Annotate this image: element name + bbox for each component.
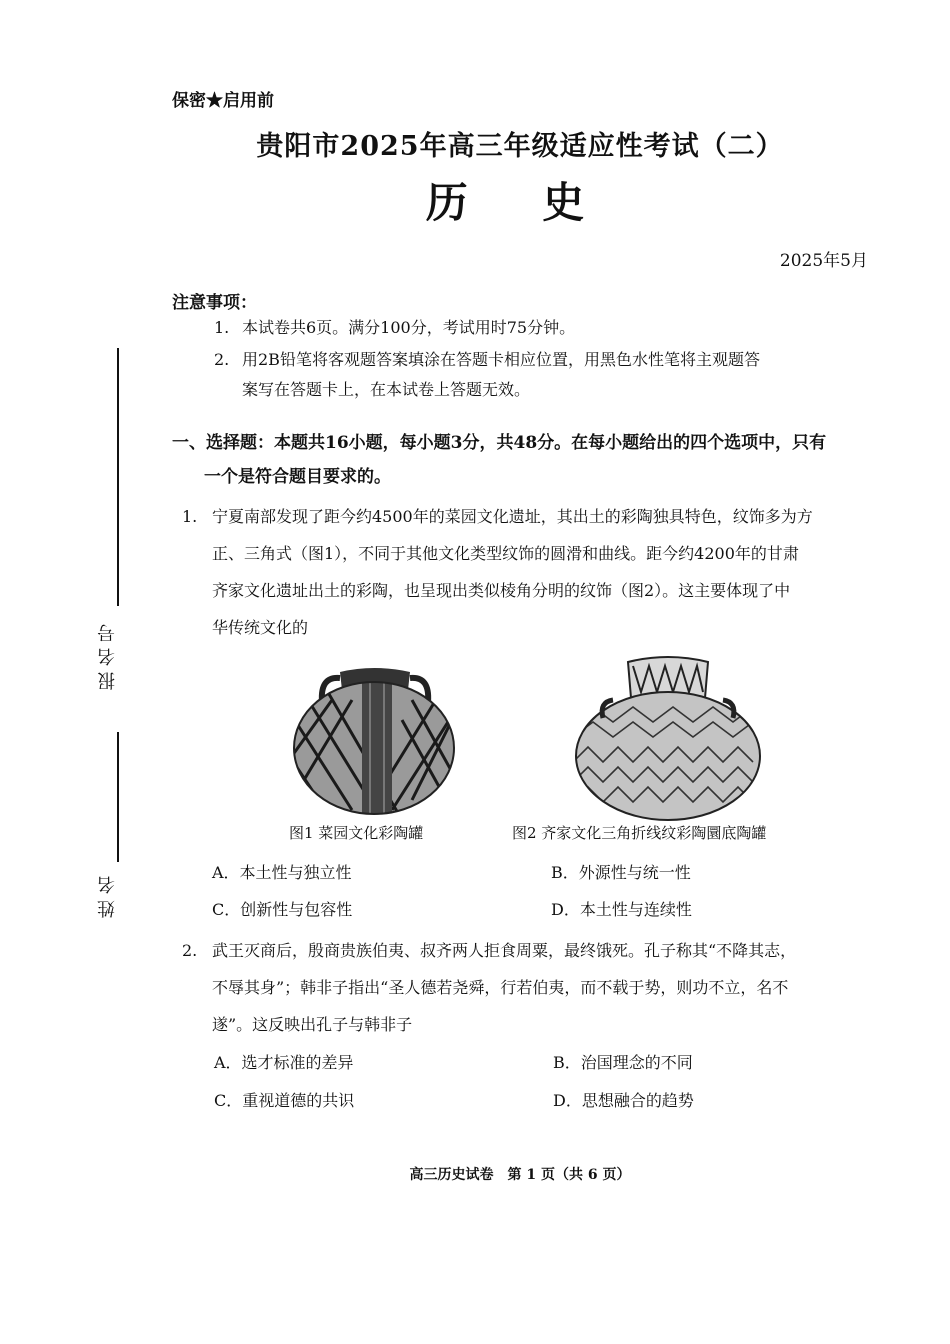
question-number: 2. xyxy=(182,941,198,960)
question-1-stem xyxy=(182,498,876,646)
q2-option-b[interactable]: B．治国理念的不同 xyxy=(553,1053,693,1072)
notice-item-1 xyxy=(214,313,874,343)
question-number: 1. xyxy=(182,507,198,526)
question-2-stem xyxy=(182,932,876,1043)
notice-item-text: 用2B铅笔将客观题答案填涂在答题卡相应位置，用黑色水性笔将主观题答 xyxy=(242,350,760,369)
confidential-mark: 保密★启用前 xyxy=(172,91,274,111)
question-line: 正、三角式（图1），不同于其他文化类型纹饰的圆滑和曲线。距今约4200年的甘肃 xyxy=(212,544,799,563)
q2-option-d[interactable]: D．思想融合的趋势 xyxy=(553,1091,694,1110)
question-line: 武王灭商后，殷商贵族伯夷、叔齐两人拒食周粟，最终饿死。孔子称其“不降其志， xyxy=(212,941,797,960)
q1-option-c[interactable]: C．创新性与包容性 xyxy=(212,900,353,919)
figure-2-pottery-jar xyxy=(573,652,763,824)
subject-title: 历 史 xyxy=(425,178,615,227)
question-line: 宁夏南部发现了距今约4500年的菜园文化遗址，其出土的彩陶独具特色，纹饰多为方 xyxy=(212,507,813,526)
figure-2-caption: 图2 齐家文化三角折线纹彩陶圜底陶罐 xyxy=(512,824,767,842)
q1-option-b[interactable]: B．外源性与统一性 xyxy=(551,863,691,882)
question-line: 华传统文化的 xyxy=(212,618,309,637)
exam-number-label: 报名号 xyxy=(97,618,118,690)
q2-option-c[interactable]: C．重视道德的共识 xyxy=(214,1091,355,1110)
figure-1-pottery-jar xyxy=(292,660,457,820)
notice-item-text: 本试卷共6页。满分100分，考试用时75分钟。 xyxy=(242,318,576,337)
exam-title: 贵阳市2025年高三年级适应性考试（二） xyxy=(256,131,784,162)
section-line-2: 一个是符合题目要求的。 xyxy=(204,467,391,487)
name-label: 姓名 xyxy=(97,870,118,918)
q1-option-d[interactable]: D．本土性与连续性 xyxy=(551,900,692,919)
section-line-1: 一、选择题：本题共16小题，每小题3分，共48分。在每小题给出的四个选项中，只有 xyxy=(172,433,827,453)
notice-item-number: 2. xyxy=(214,350,230,369)
notice-item-2 xyxy=(214,345,874,405)
side-line-top xyxy=(117,348,119,606)
figure-1-caption: 图1 菜园文化彩陶罐 xyxy=(289,824,424,842)
question-line: 齐家文化遗址出土的彩陶，也呈现出类似棱角分明的纹饰（图2）。这主要体现了中 xyxy=(212,581,791,600)
question-line: 遂”。这反映出孔子与韩非子 xyxy=(212,1015,413,1034)
page-footer: 高三历史试卷 第 1 页（共 6 页） xyxy=(409,1167,631,1183)
q1-option-a[interactable]: A．本土性与独立性 xyxy=(212,863,352,882)
question-line: 不辱其身”；韩非子指出“圣人德若尧舜，行若伯夷，而不载于势，则功不立，名不 xyxy=(212,978,789,997)
notice-heading: 注意事项： xyxy=(172,293,257,313)
side-line-middle xyxy=(117,732,119,862)
section-heading xyxy=(172,426,872,494)
exam-date: 2025年5月 xyxy=(779,251,868,271)
notice-item-number: 1. xyxy=(214,318,230,337)
q2-option-a[interactable]: A．选才标准的差异 xyxy=(214,1053,354,1072)
notice-item-text-cont: 案写在答题卡上，在本试卷上答题无效。 xyxy=(242,380,531,399)
